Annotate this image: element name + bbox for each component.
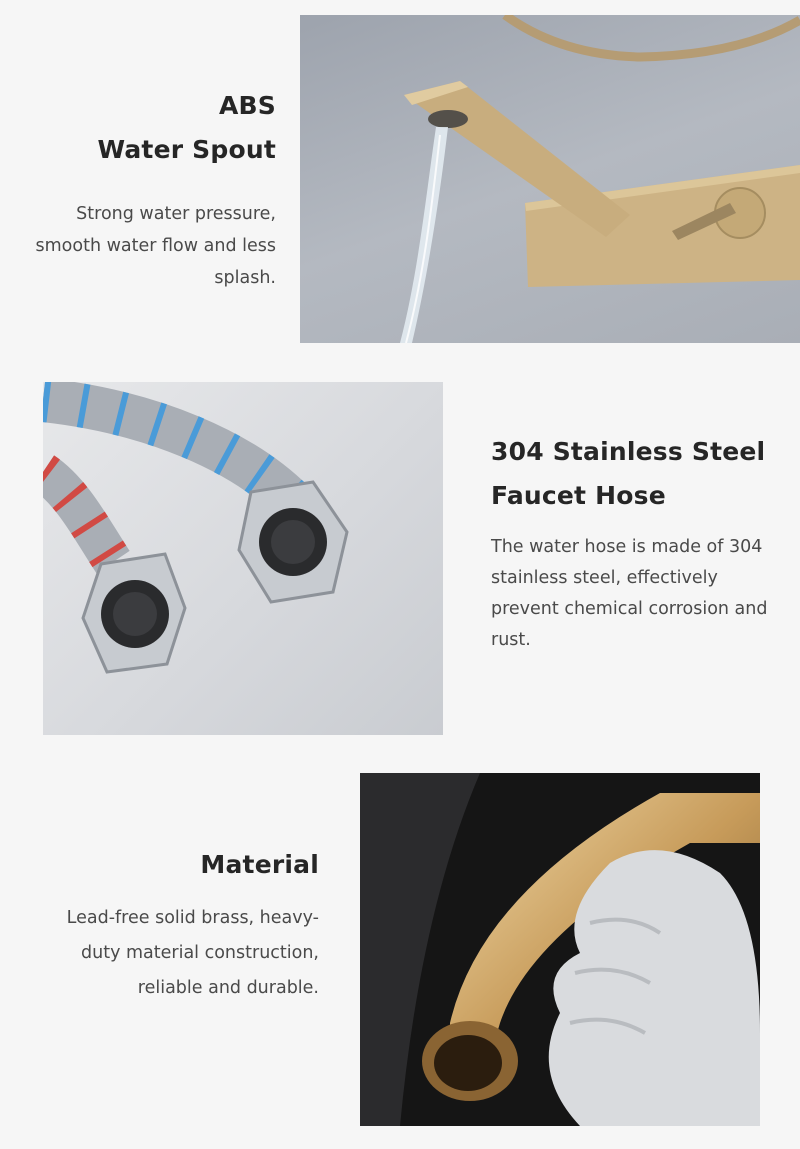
feature-title-line: ABS (218, 91, 276, 120)
feature-text (491, 430, 781, 656)
feature-title-line: 304 Stainless Steel (491, 437, 766, 466)
feature-material (0, 760, 800, 1149)
faucet-hose-illustration (43, 382, 443, 735)
brass-material-photo (360, 773, 760, 1126)
water-spout-illustration (300, 15, 800, 343)
faucet-hose-photo (43, 382, 443, 735)
water-spout-photo (300, 15, 800, 343)
feature-description: Lead-free solid brass, heavy-duty material construction, reliable and durable. (66, 908, 319, 998)
feature-text (16, 84, 276, 294)
feature-title-line: Faucet Hose (491, 481, 666, 510)
feature-stainless-hose (0, 370, 800, 750)
feature-description: The water hose is made of 304 stainless steel, effectively prevent chemical corrosion and rust. (491, 537, 768, 650)
feature-text (39, 843, 319, 1006)
feature-title (39, 843, 319, 887)
feature-title-line: Water Spout (97, 135, 276, 164)
feature-description: Strong water pressure, smooth water flow and less splash. (35, 204, 276, 288)
feature-title-line: Material (200, 850, 319, 879)
feature-title (491, 430, 781, 518)
brass-pipe-illustration (360, 773, 760, 1126)
feature-title (16, 84, 276, 172)
feature-abs-water-spout (0, 0, 800, 360)
